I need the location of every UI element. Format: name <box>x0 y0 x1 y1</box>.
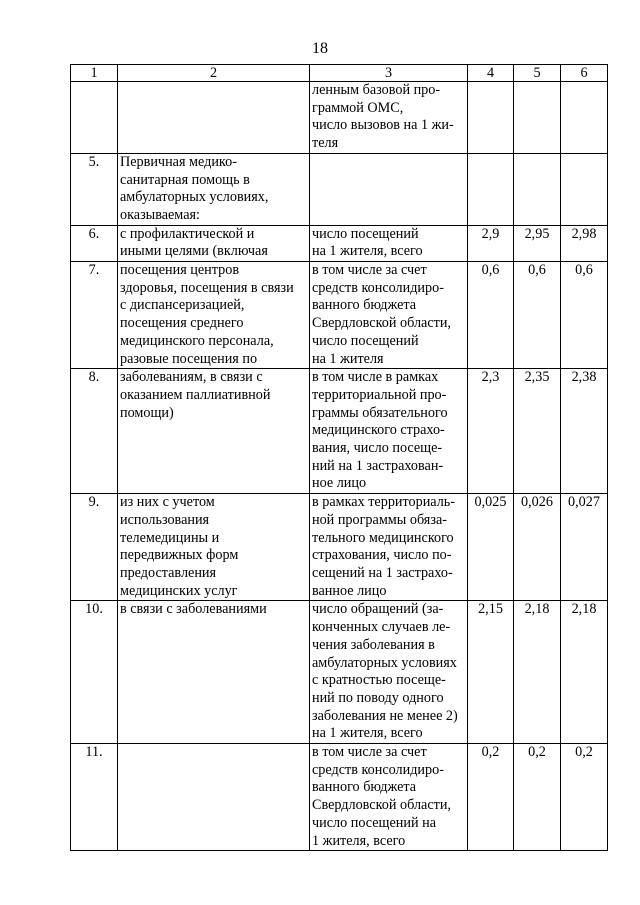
value-cell: 0,2 <box>468 744 514 851</box>
value-cell <box>561 82 608 154</box>
value-cell <box>468 153 514 225</box>
value-cell: 0,026 <box>514 494 561 601</box>
value-cell <box>561 153 608 225</box>
table-row <box>71 744 608 851</box>
indicator-name <box>118 744 310 851</box>
header-cell: 4 <box>468 65 514 82</box>
indicator-name: посещения центров здоровья, посещения в связи с диспансеризацией, посещения среднего медицинского персонала, разовые посещения по <box>118 262 310 369</box>
unit-description: ленным базовой про- граммой ОМС, число вызовов на 1 жи- теля <box>310 82 468 154</box>
value-cell: 0,6 <box>561 262 608 369</box>
indicator-name: из них с учетом использования телемедицины и передвижных форм предоставления медицинских услуг <box>118 494 310 601</box>
row-number: 10. <box>71 601 118 744</box>
value-cell: 2,95 <box>514 225 561 261</box>
row-number: 11. <box>71 744 118 851</box>
value-cell: 2,38 <box>561 369 608 494</box>
unit-description: в том числе в рамках территориальной про- граммы обязательного медицинского страхо- вания, число посеще- ний на 1 застрахован- ное лицо <box>310 369 468 494</box>
value-cell <box>468 82 514 154</box>
value-cell: 2,3 <box>468 369 514 494</box>
table-row <box>71 153 608 225</box>
page-number: 18 <box>312 40 328 57</box>
unit-description: число обращений (за- конченных случаев ле- чения заболевания в амбулаторных условиях с кратностью посеще- ний по поводу одного заболевания не менее 2) на 1 жителя, всего <box>310 601 468 744</box>
value-cell: 0,027 <box>561 494 608 601</box>
row-number: 9. <box>71 494 118 601</box>
value-cell: 2,98 <box>561 225 608 261</box>
table-row <box>71 262 608 369</box>
indicator-name <box>118 82 310 154</box>
header-cell: 2 <box>118 65 310 82</box>
row-number: 8. <box>71 369 118 494</box>
header-cell: 1 <box>71 65 118 82</box>
table-row <box>71 225 608 261</box>
header-cell: 6 <box>561 65 608 82</box>
value-cell: 0,2 <box>561 744 608 851</box>
value-cell: 0,025 <box>468 494 514 601</box>
unit-description: в рамках территориаль- ной программы обяза- тельного медицинского страхования, число по- сещений на 1 застрахо- ванное лицо <box>310 494 468 601</box>
table-row <box>71 82 608 154</box>
data-table <box>70 64 608 851</box>
table-row <box>71 369 608 494</box>
unit-description: в том числе за счет средств консолидиро- ванного бюджета Свердловской области, число посещений на 1 жителя, всего <box>310 744 468 851</box>
unit-description: число посещений на 1 жителя, всего <box>310 225 468 261</box>
value-cell: 0,6 <box>468 262 514 369</box>
unit-description <box>310 153 468 225</box>
value-cell <box>514 153 561 225</box>
indicator-name: Первичная медико- санитарная помощь в амбулаторных условиях, оказываемая: <box>118 153 310 225</box>
table-header-row <box>71 65 608 82</box>
value-cell: 0,6 <box>514 262 561 369</box>
row-number <box>71 82 118 154</box>
value-cell: 0,2 <box>514 744 561 851</box>
value-cell: 2,9 <box>468 225 514 261</box>
value-cell: 2,18 <box>514 601 561 744</box>
row-number: 6. <box>71 225 118 261</box>
value-cell: 2,18 <box>561 601 608 744</box>
value-cell: 2,35 <box>514 369 561 494</box>
table-row <box>71 601 608 744</box>
indicator-name: в связи с заболеваниями <box>118 601 310 744</box>
value-cell <box>514 82 561 154</box>
indicator-name: заболеваниям, в связи с оказанием паллиативной помощи) <box>118 369 310 494</box>
unit-description: в том числе за счет средств консолидиро- ванного бюджета Свердловской области, число посещений на 1 жителя <box>310 262 468 369</box>
row-number: 7. <box>71 262 118 369</box>
header-cell: 3 <box>310 65 468 82</box>
table-row <box>71 494 608 601</box>
indicator-name: с профилактической и иными целями (включая <box>118 225 310 261</box>
row-number: 5. <box>71 153 118 225</box>
value-cell: 2,15 <box>468 601 514 744</box>
header-cell: 5 <box>514 65 561 82</box>
